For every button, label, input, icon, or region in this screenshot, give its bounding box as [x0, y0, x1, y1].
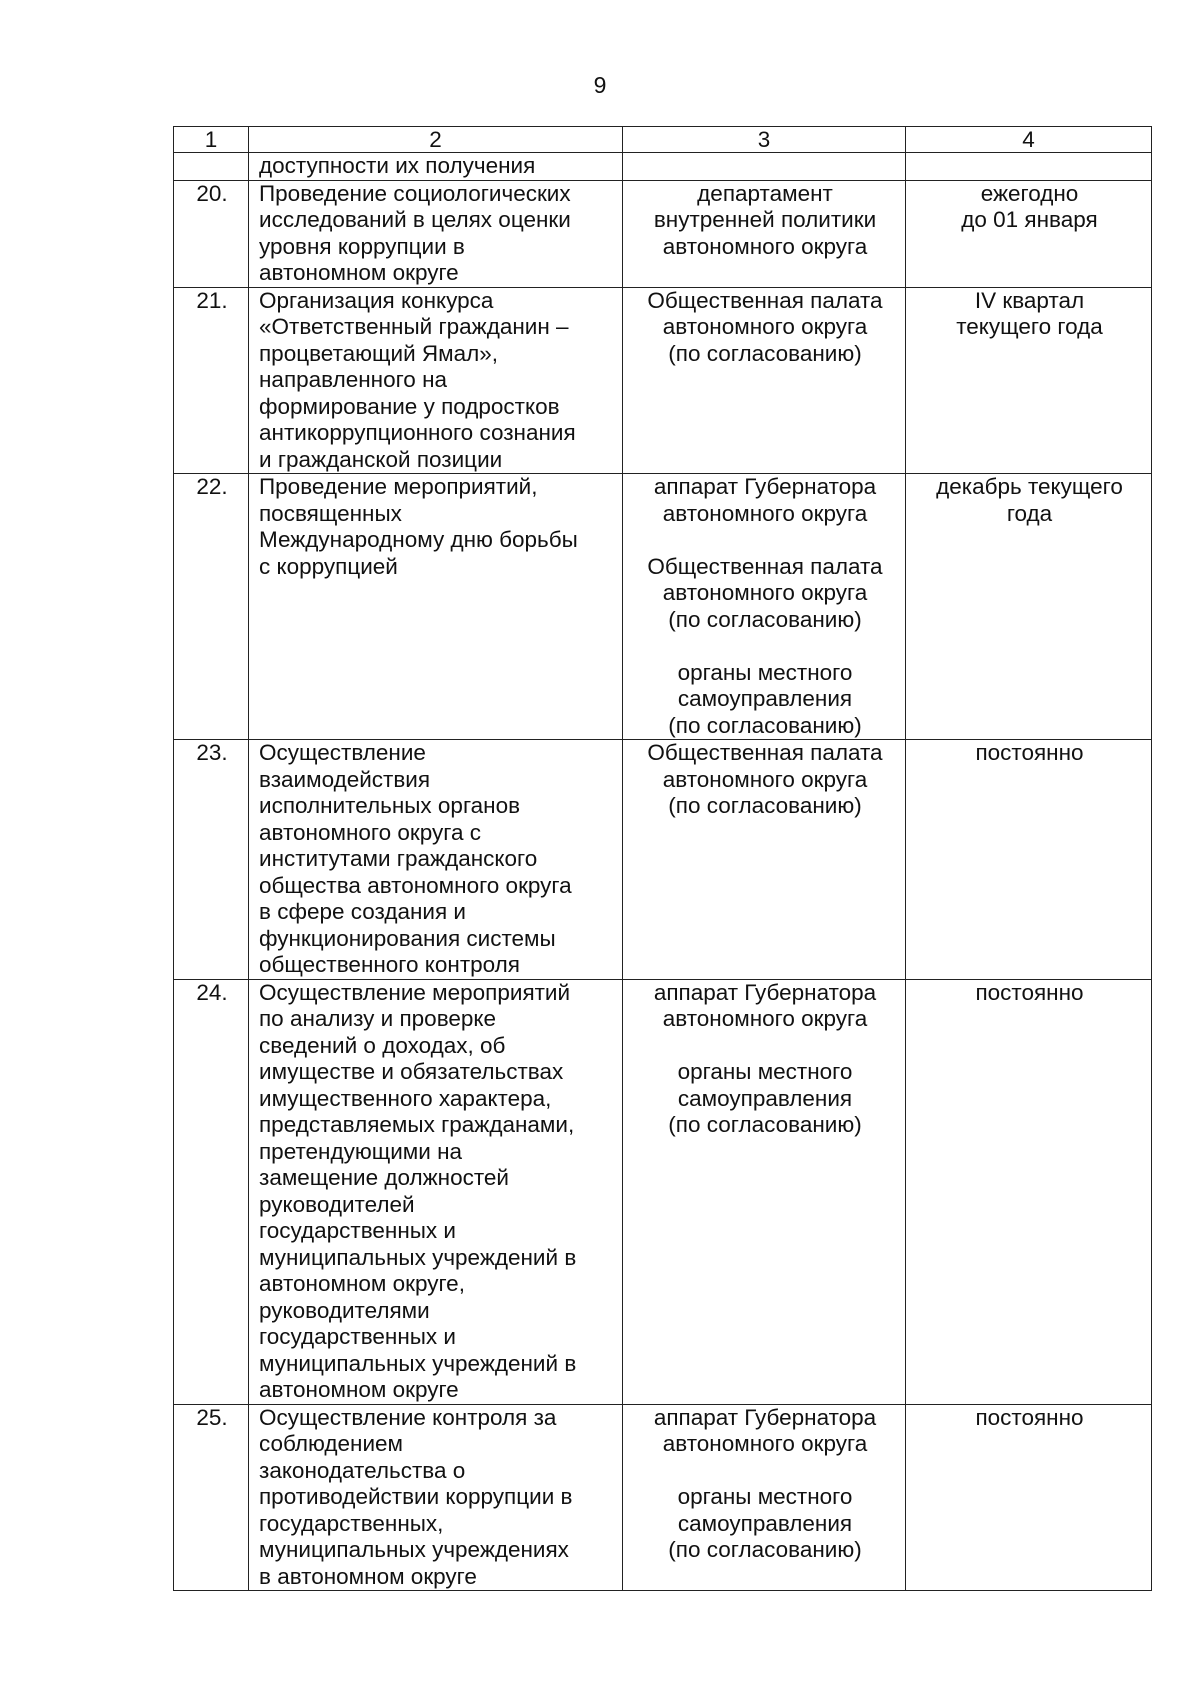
event-text: направленного на	[259, 367, 448, 392]
executor-text: внутренней политики	[653, 207, 877, 232]
event-text: процветающий Ямал»,	[259, 340, 499, 366]
event-text: руководителей	[259, 1191, 415, 1217]
executor-text: органы местного	[677, 659, 853, 685]
event-text: законодательства о	[259, 1457, 466, 1483]
executor-text: аппарат Губернатора	[653, 474, 877, 499]
executor-text: органы местного	[677, 1059, 853, 1084]
event-text: с коррупцией	[259, 553, 398, 579]
event-text: муниципальных учреждений в	[259, 1244, 577, 1270]
executor-spacer	[633, 1458, 897, 1485]
table-row-continuation	[174, 153, 1152, 181]
event-text: противодействии коррупции в	[259, 1484, 573, 1509]
executor-cell	[623, 153, 906, 181]
event-text: Проведение мероприятий,	[259, 474, 538, 499]
term-cell	[906, 474, 1152, 740]
table-row-23	[174, 740, 1152, 980]
executor-text: самоуправления	[677, 1085, 853, 1111]
term-text: декабрь текущего	[936, 474, 1123, 499]
term-text: постоянно	[975, 1404, 1084, 1430]
event-text: соблюдением	[259, 1431, 404, 1456]
executor-cell	[623, 740, 906, 980]
term-text: постоянно	[975, 979, 1084, 1005]
column-header-4: 4	[906, 127, 1152, 153]
executor-text: Общественная палата	[647, 740, 883, 765]
event-text: автономного округа с	[259, 819, 481, 845]
event-text: муниципальных учреждениях	[259, 1537, 569, 1562]
executor-text: органы местного	[677, 1484, 853, 1509]
event-text: по анализу и проверке	[259, 1006, 497, 1031]
executor-text: аппарат Губернатора	[653, 979, 877, 1005]
term-text: текущего года	[956, 314, 1103, 339]
event-text: доступности их получения	[259, 153, 536, 178]
row-number-cell: 22.	[174, 474, 249, 740]
term-text: года	[1006, 500, 1053, 526]
column-header-2: 2	[249, 127, 623, 153]
row-number-cell: 23.	[174, 740, 249, 980]
event-text: посвященных	[259, 500, 402, 526]
term-cell	[906, 740, 1152, 980]
event-text: в автономном округе	[259, 1563, 477, 1589]
event-text: Осуществление мероприятий	[259, 979, 571, 1005]
term-text: до 01 января	[961, 207, 1098, 232]
executor-text: (по согласованию)	[668, 793, 862, 818]
event-text: функционирования системы	[259, 925, 556, 951]
executor-text: Общественная палата	[647, 553, 883, 579]
executor-cell	[623, 1404, 906, 1591]
executor-text: самоуправления	[677, 686, 853, 711]
event-text: Международному дню борьбы	[259, 527, 578, 552]
executor-cell	[623, 979, 906, 1404]
event-text: руководителями	[259, 1297, 430, 1323]
event-text: автономном округе	[259, 260, 459, 285]
table-row-20	[174, 180, 1152, 287]
executor-text: автономного округа	[662, 314, 868, 339]
event-cell	[249, 1404, 623, 1591]
executor-text: (по согласованию)	[668, 340, 862, 366]
event-text: Организация конкурса	[259, 287, 494, 313]
term-cell	[906, 287, 1152, 474]
event-cell	[249, 153, 623, 181]
executor-text: автономного округа	[662, 1431, 868, 1456]
table-row-25	[174, 1404, 1152, 1591]
row-number-cell: 20.	[174, 180, 249, 287]
event-text: исследований в целях оценки	[259, 207, 571, 232]
event-text: замещение должностей	[259, 1165, 509, 1190]
term-text: постоянно	[975, 740, 1084, 765]
event-text: автономном округе	[259, 1377, 459, 1402]
term-cell	[906, 180, 1152, 287]
executor-text: (по согласованию)	[668, 1112, 862, 1137]
event-text: в сфере создания и	[259, 899, 466, 924]
event-cell	[249, 287, 623, 474]
column-header-3: 3	[623, 127, 906, 153]
event-cell	[249, 180, 623, 287]
term-cell	[906, 1404, 1152, 1591]
executor-text: автономного округа	[662, 500, 868, 526]
action-plan-table	[173, 126, 1152, 1591]
executor-text: (по согласованию)	[668, 606, 862, 632]
table-row-22	[174, 474, 1152, 740]
column-header-1: 1	[174, 127, 249, 153]
event-text: антикоррупционного сознания	[259, 420, 576, 445]
executor-spacer	[633, 633, 897, 660]
event-text: муниципальных учреждений в	[259, 1350, 577, 1376]
event-cell	[249, 474, 623, 740]
table-row-21	[174, 287, 1152, 474]
table-header-row	[174, 127, 1152, 153]
executor-text: Общественная палата	[647, 287, 883, 313]
event-cell	[249, 740, 623, 980]
event-text: уровня коррупции в	[259, 233, 465, 259]
executor-cell	[623, 287, 906, 474]
event-text: сведений о доходах, об	[259, 1032, 506, 1058]
executor-text: автономного округа	[662, 233, 868, 259]
event-text: общества автономного округа	[259, 872, 572, 898]
executor-text: автономного округа	[662, 1006, 868, 1031]
executor-spacer	[633, 527, 897, 554]
event-text: Осуществление	[259, 740, 426, 765]
event-text: «Ответственный гражданин –	[259, 314, 569, 339]
row-number-cell: 24.	[174, 979, 249, 1404]
page-number: 9	[593, 72, 607, 98]
event-text: взаимодействия	[259, 766, 431, 792]
table-row-24	[174, 979, 1152, 1404]
row-number-cell: 25.	[174, 1404, 249, 1591]
event-text: государственных и	[259, 1218, 456, 1243]
event-cell	[249, 979, 623, 1404]
executor-cell	[623, 180, 906, 287]
term-text: IV квартал	[974, 287, 1085, 313]
executor-text: самоуправления	[677, 1510, 853, 1536]
event-text: институтами гражданского	[259, 846, 538, 871]
event-text: исполнительных органов	[259, 793, 521, 818]
event-text: государственных,	[259, 1510, 444, 1536]
executor-text: автономного округа	[662, 766, 868, 792]
term-text: ежегодно	[980, 180, 1079, 206]
event-text: формирование у подростков	[259, 393, 560, 419]
event-text: общественного контроля	[259, 952, 520, 977]
row-number-cell	[174, 153, 249, 181]
event-text: Проведение социологических	[259, 180, 571, 206]
event-text: претендующими на	[259, 1138, 463, 1164]
event-text: представляемых гражданами,	[259, 1112, 575, 1137]
executor-text: (по согласованию)	[668, 712, 862, 738]
event-text: и гражданской позиции	[259, 446, 503, 472]
term-cell	[906, 153, 1152, 181]
event-text: автономном округе,	[259, 1271, 465, 1296]
executor-spacer	[633, 1033, 897, 1060]
executor-text: аппарат Губернатора	[653, 1404, 877, 1430]
event-text: государственных и	[259, 1324, 456, 1349]
event-text: имущественного характера,	[259, 1085, 552, 1111]
event-text: Осуществление контроля за	[259, 1404, 557, 1430]
term-cell	[906, 979, 1152, 1404]
executor-text: (по согласованию)	[668, 1537, 862, 1562]
executor-text: департамент	[697, 180, 833, 206]
executor-text: автономного округа	[662, 580, 868, 605]
row-number-cell: 21.	[174, 287, 249, 474]
event-text: имуществе и обязательствах	[259, 1059, 564, 1084]
executor-cell	[623, 474, 906, 740]
